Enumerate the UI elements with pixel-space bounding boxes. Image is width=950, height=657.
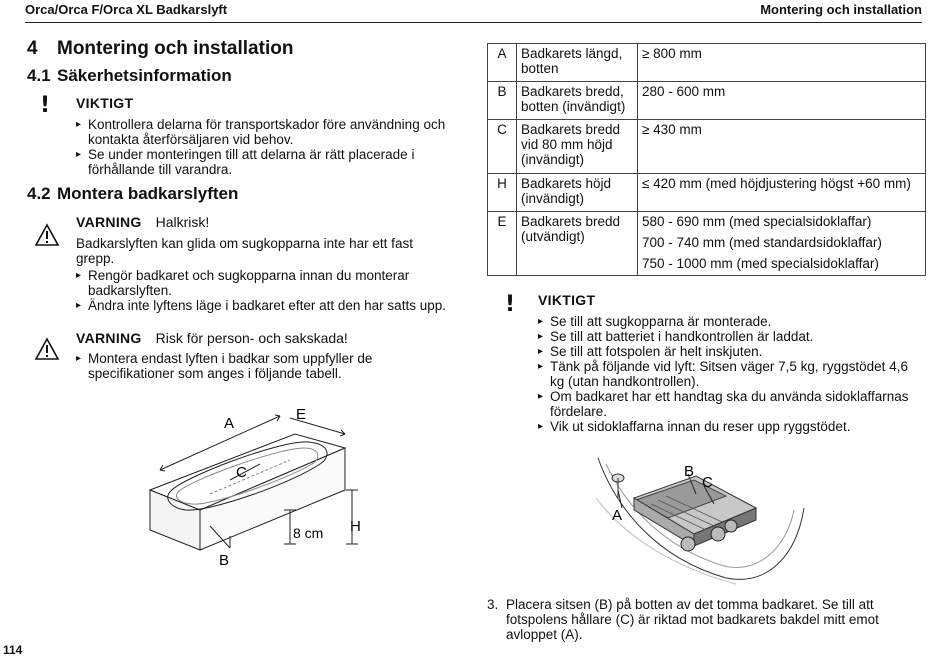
list-item: ▸ Se under monteringen till att delarna är rätt placerade i förhållande till varandra. — [76, 147, 446, 177]
warning-subtitle: Halkrisk! — [155, 214, 210, 230]
specification-table — [487, 43, 926, 276]
important-list — [76, 117, 446, 177]
header-title: Orca/Orca F/Orca XL Badkarslyft — [25, 2, 228, 17]
label-c: C — [236, 464, 247, 481]
table-row — [488, 44, 926, 82]
warning-label — [76, 330, 348, 346]
table-row — [488, 82, 926, 120]
table-value — [638, 120, 926, 174]
bathtub-dimension-diagram — [140, 398, 380, 573]
page-number: 114 — [3, 643, 23, 657]
table-value-line: 750 - 1000 mm (med specialsidoklaffar) — [642, 256, 879, 271]
table-value-line: 280 - 600 mm — [642, 84, 726, 99]
table-desc: Badkarets bredd, botten (invändigt) — [517, 82, 638, 120]
table-value-line: ≥ 800 mm — [642, 46, 702, 61]
list-item: ▸ Rengör badkaret och sugkopparna innan du monterar badkarslyften. — [76, 268, 461, 298]
subsection-number: 4.2 — [27, 184, 51, 203]
table-row — [488, 120, 926, 174]
list-item: ▸ Kontrollera delarna för transportskador före användning och kontakta återförsäljaren vid behov. — [76, 117, 446, 147]
important-label: VIKTIGT — [76, 95, 134, 111]
subsection-heading-safety — [27, 66, 232, 86]
table-desc: Badkarets höjd (invändigt) — [517, 174, 638, 212]
table-value-line: ≥ 430 mm — [642, 122, 702, 137]
subsection-heading-mount — [27, 184, 238, 204]
table-value — [638, 82, 926, 120]
list-item: ▸ Vik ut sidoklaffarna innan du reser upp ryggstödet. — [538, 419, 918, 434]
important-list — [538, 314, 918, 434]
table-value — [638, 174, 926, 212]
step-3 — [487, 597, 907, 642]
table-value-line: 700 - 740 mm (med standardsidoklaffar) — [642, 235, 882, 250]
warning-list — [76, 351, 456, 381]
section-title: Montering och installation — [57, 38, 294, 59]
table-key: H — [488, 174, 517, 212]
step-number: 3. — [487, 597, 499, 612]
warning-triangle-icon — [34, 223, 60, 247]
table-key: A — [488, 44, 517, 82]
table-row — [488, 212, 926, 276]
table-key: E — [488, 212, 517, 276]
subsection-title: Montera badkarslyften — [57, 184, 239, 203]
label-b: B — [684, 463, 695, 480]
table-key: C — [488, 120, 517, 174]
section-heading — [27, 38, 293, 60]
table-desc: Badkarets längd, botten — [517, 44, 638, 82]
warning-label-text: VARNING — [76, 214, 142, 230]
step-text: Placera sitsen (B) på botten av det tomma badkaret. Se till att fotspolens hållare (C) är riktad mot badkarets bakdel mitt emot avloppet (A). — [506, 597, 879, 642]
table-value — [638, 212, 926, 276]
warning-text: Badkarslyften kan glida om sugkopparna inte har ett fast grepp. — [76, 236, 413, 266]
label-b: B — [219, 552, 230, 569]
table-desc: Badkarets bredd (utvändigt) — [517, 212, 638, 276]
list-item: ▸ Om badkaret har ett handtag ska du använda sidoklaffarnas fördelare. — [538, 389, 918, 419]
list-item: ▸ Se till att sugkopparna är monterade. — [538, 314, 918, 329]
list-item: ▸ Se till att fotspolen är helt inskjuten. — [538, 344, 918, 359]
important-icon: ! — [505, 292, 516, 317]
label-c: C — [702, 474, 713, 491]
list-item: ▸ Se till att batteriet i handkontrollen är laddat. — [538, 329, 918, 344]
list-item: ▸ Tänk på följande vid lyft: Sitsen väger 7,5 kg, ryggstödet 4,6 kg (utan handkontrollen). — [538, 359, 918, 389]
important-icon: ! — [40, 93, 51, 118]
important-label: VIKTIGT — [538, 292, 596, 308]
label-a: A — [612, 507, 623, 524]
table-key: B — [488, 82, 517, 120]
subsection-title: Säkerhetsinformation — [57, 66, 232, 85]
table-value — [638, 44, 926, 82]
warning-subtitle: Risk för person- och sakskada! — [155, 330, 348, 346]
list-item: ▸ Ändra inte lyftens läge i badkaret efter att den har satts upp. — [76, 298, 461, 313]
label-e: E — [296, 406, 307, 423]
label-h: H — [350, 518, 361, 535]
warning-triangle-icon — [34, 337, 60, 361]
seat-placement-illustration — [596, 438, 808, 586]
label-8cm: 8 cm — [293, 525, 324, 541]
warning-label — [76, 214, 209, 230]
section-number: 4 — [27, 38, 38, 59]
table-value-line: 580 - 690 mm (med specialsidoklaffar) — [642, 214, 872, 229]
header-section: Montering och installation — [760, 2, 922, 17]
list-item: ▸ Montera endast lyften i badkar som uppfyller de specifikationer som anges i följande tabell. — [76, 351, 456, 381]
table-desc: Badkarets bredd vid 80 mm höjd (invändigt) — [517, 120, 638, 174]
table-row — [488, 174, 926, 212]
table-value-line: ≤ 420 mm (med höjdjustering högst +60 mm) — [642, 176, 911, 191]
subsection-number: 4.1 — [27, 66, 51, 85]
header-rule — [25, 22, 922, 23]
label-a: A — [224, 415, 235, 432]
warning-label-text: VARNING — [76, 330, 142, 346]
warning-list — [76, 268, 461, 313]
